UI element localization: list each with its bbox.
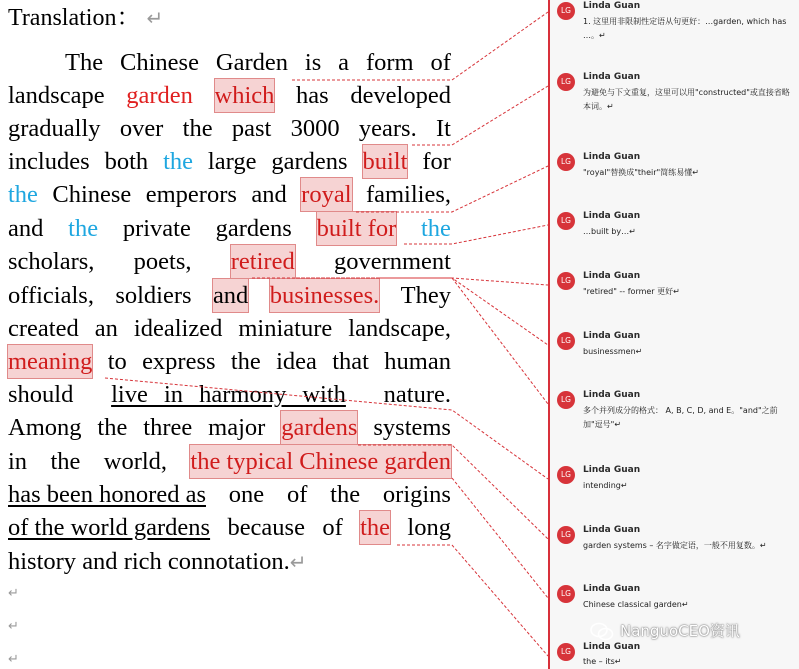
paragraph-mark: ↵ [289, 550, 307, 574]
text-line [8, 478, 451, 511]
word: gardens [271, 148, 348, 175]
comment-author: Linda Guan [583, 642, 641, 652]
avatar: LG [557, 212, 575, 230]
word: major [208, 414, 266, 441]
word: has [296, 82, 329, 109]
word: both [104, 148, 149, 175]
word: the [97, 414, 128, 441]
word: private [122, 215, 191, 242]
comment-author: Linda Guan [583, 271, 641, 281]
comment-text: 1. 这里用非限制性定语从句更好：…garden, which has …。↵ [583, 17, 787, 40]
word: and [82, 548, 118, 575]
avatar: LG [557, 332, 575, 350]
word: an [94, 315, 118, 342]
commented-text[interactable]: royal [301, 178, 351, 211]
commented-text[interactable]: gardens [281, 411, 357, 444]
word: history [8, 548, 77, 575]
comment-text: "retired" -- former 更好↵ [583, 287, 680, 296]
word: form [365, 49, 414, 76]
word: gardens [215, 215, 292, 242]
commented-text[interactable]: built [363, 145, 408, 178]
commented-text[interactable]: which [215, 79, 275, 112]
word: Among [8, 414, 82, 441]
comment-author: Linda Guan [583, 390, 641, 400]
comment-author: Linda Guan [583, 72, 641, 82]
text-line [8, 212, 451, 245]
revised-word: garden [126, 82, 193, 109]
text-line [8, 79, 451, 112]
text-line [8, 279, 451, 312]
commented-text[interactable]: businesses. [270, 279, 380, 312]
avatar: LG [557, 391, 575, 409]
commented-text[interactable]: the typical Chinese garden [190, 445, 451, 478]
word: miniature [238, 315, 333, 342]
word: developed [350, 82, 451, 109]
commented-text[interactable]: and [213, 279, 248, 312]
avatar: LG [557, 153, 575, 171]
comment-author: Linda Guan [583, 584, 641, 594]
comment-author: Linda Guan [583, 525, 641, 535]
heading-text: Translation： [8, 5, 141, 31]
text-line [8, 511, 451, 544]
text-line [8, 345, 451, 378]
word: large [207, 148, 257, 175]
word: emperors [145, 181, 237, 208]
commented-text[interactable]: retired [231, 245, 295, 278]
word: of [322, 514, 343, 541]
word: three [143, 414, 193, 441]
word: idealized [133, 315, 223, 342]
comment-author: Linda Guan [583, 465, 641, 475]
paragraph-mark: ↵ [146, 6, 164, 30]
comment-text: 多个并列成分的格式： A, B, C, D, and E。"and"之前加"逗号"↵ [583, 406, 778, 429]
avatar: LG [557, 466, 575, 484]
word: of [286, 481, 308, 508]
word: connotation. [167, 548, 290, 575]
word: and [8, 215, 44, 242]
word: nature. [383, 381, 451, 408]
page-heading [8, 2, 451, 35]
word: Chinese [120, 49, 199, 76]
word: for [422, 148, 451, 175]
word: origins [382, 481, 451, 508]
word: for [367, 215, 397, 242]
word: officials, [8, 282, 94, 309]
word: past [231, 115, 272, 142]
text-line [8, 178, 451, 211]
word: a [338, 49, 350, 76]
text-line [65, 46, 451, 79]
underlined-phrase: live in harmony with [111, 381, 346, 408]
word: and [251, 181, 287, 208]
word: Chinese [52, 181, 132, 208]
comment-author: Linda Guan [583, 152, 641, 162]
word: should [8, 381, 74, 408]
word: landscape, [348, 315, 451, 342]
word: scholars, [8, 248, 95, 275]
word: They [400, 282, 451, 309]
paragraph-mark: ↵ [8, 586, 19, 601]
word: years. [358, 115, 417, 142]
comment-text: …built by…↵ [583, 227, 636, 236]
comment-text: intending↵ [583, 481, 628, 490]
text-line [8, 545, 451, 579]
word: rich [123, 548, 162, 575]
text-line [8, 112, 451, 145]
word: the [230, 348, 261, 375]
text-line [8, 445, 451, 478]
word: that [332, 348, 369, 375]
inserted-word: the [163, 148, 193, 175]
word: because [227, 514, 305, 541]
text-line [8, 312, 451, 345]
avatar: LG [557, 2, 575, 20]
inserted-word: the [421, 215, 451, 242]
word: families, [365, 181, 451, 208]
word: is [304, 49, 322, 76]
commented-text[interactable]: the [360, 511, 390, 544]
watermark [590, 620, 790, 646]
word: includes [8, 148, 90, 175]
comment-text: Chinese classical garden↵ [583, 600, 689, 609]
paragraph-mark: ↵ [8, 652, 19, 667]
avatar: LG [557, 73, 575, 91]
word: systems [373, 414, 451, 441]
text-line [8, 145, 451, 178]
text-line [8, 378, 451, 411]
word: It [436, 115, 451, 142]
comment-text: 为避免与下文重复，这里可以用"constructed"或直接省略本词。↵ [583, 88, 790, 111]
word: soldiers [115, 282, 192, 309]
word: long [407, 514, 451, 541]
comment-author: Linda Guan [583, 211, 641, 221]
word: government [333, 248, 451, 275]
commented-text[interactable] [317, 212, 397, 245]
comment-author: Linda Guan [583, 1, 641, 11]
word: of [430, 49, 451, 76]
word: human [384, 348, 451, 375]
word: over [119, 115, 164, 142]
comment-text: "royal"替换成"their"简练易懂↵ [583, 168, 699, 177]
inserted-word: the [8, 181, 38, 208]
word: world, [103, 448, 168, 475]
word: in [8, 448, 28, 475]
comment-text: garden systems – 名字做定语，一般不用复数。↵ [583, 541, 767, 550]
inserted-word: the [68, 215, 99, 242]
underlined-phrase: of the world gardens [8, 514, 211, 541]
comment-author: Linda Guan [583, 331, 641, 341]
word: built [316, 215, 362, 242]
watermark-text: NanguoCEO资讯 [620, 622, 740, 640]
word: gradually [8, 115, 101, 142]
word: the [50, 448, 81, 475]
word: express [142, 348, 216, 375]
avatar: LG [557, 643, 575, 661]
word: landscape [8, 82, 105, 109]
word: The [65, 49, 104, 76]
word: created [8, 315, 79, 342]
text-line [8, 411, 451, 444]
word: one [228, 481, 265, 508]
word: 3000 [290, 115, 340, 142]
word: to [107, 348, 127, 375]
word: the [182, 115, 213, 142]
avatar: LG [557, 526, 575, 544]
text-line [8, 245, 451, 278]
avatar: LG [557, 585, 575, 603]
comment-text: businessmen↵ [583, 347, 643, 356]
word: poets, [133, 248, 192, 275]
comment-pane [550, 0, 799, 669]
avatar: LG [557, 272, 575, 290]
word: idea [276, 348, 317, 375]
paragraph-mark: ↵ [8, 619, 19, 634]
word: Garden [215, 49, 288, 76]
commented-text[interactable]: meaning [8, 345, 92, 378]
comment-text: the – its↵ [583, 657, 622, 666]
word: the [330, 481, 361, 508]
wechat-icon [590, 622, 614, 642]
underlined-phrase: has been honored as [8, 481, 206, 508]
